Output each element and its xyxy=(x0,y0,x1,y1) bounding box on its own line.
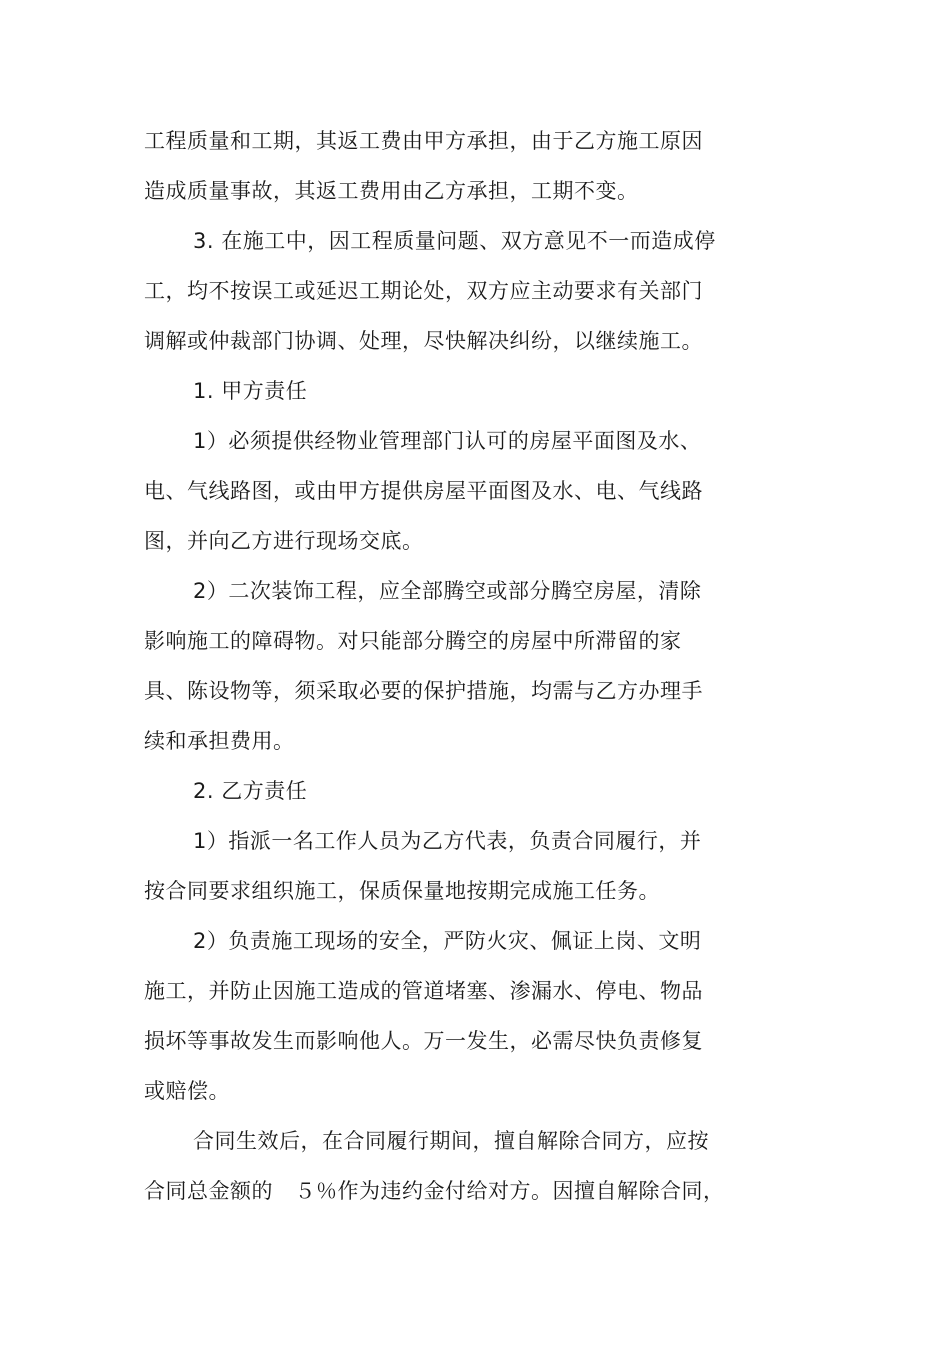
text-line-7: 1）必须提供经物业管理部门认可的房屋平面图及水、 xyxy=(193,429,702,453)
text-line-20: 或赔偿。 xyxy=(144,1079,230,1103)
text-line-17: 2）负责施工现场的安全，严防火灾、佩证上岗、文明 xyxy=(193,929,702,953)
text-line-12: 具、陈设物等，须采取必要的保护措施，均需与乙方办理手 xyxy=(144,679,703,703)
text-line-15: 1）指派一名工作人员为乙方代表，负责合同履行，并 xyxy=(193,829,702,853)
text-line-19: 损坏等事故发生而影响他人。万一发生，必需尽快负责修复 xyxy=(144,1029,703,1053)
text-line-9: 图，并向乙方进行现场交底。 xyxy=(144,529,424,553)
text-line-22: 合同总金额的 ５％作为违约金付给对方。因擅自解除合同， xyxy=(144,1179,725,1203)
text-line-18: 施工，并防止因施工造成的管道堵塞、渗漏水、停电、物品 xyxy=(144,979,703,1003)
text-line-8: 电、气线路图，或由甲方提供房屋平面图及水、电、气线路 xyxy=(144,479,703,503)
text-line-4: 工，均不按误工或延迟工期论处，双方应主动要求有关部门 xyxy=(144,279,703,303)
text-line-13: 续和承担费用。 xyxy=(144,729,295,753)
text-line-16: 按合同要求组织施工，保质保量地按期完成施工任务。 xyxy=(144,879,660,903)
text-line-21: 合同生效后，在合同履行期间，擅自解除合同方，应按 xyxy=(193,1129,709,1153)
section-heading-party-a: 1. 甲方责任 xyxy=(193,379,308,403)
text-line-11: 影响施工的障碍物。对只能部分腾空的房屋中所滞留的家 xyxy=(144,629,682,653)
text-line-5: 调解或仲裁部门协调、处理，尽快解决纠纷，以继续施工。 xyxy=(144,329,703,353)
text-line-10: 2）二次装饰工程，应全部腾空或部分腾空房屋，清除 xyxy=(193,579,702,603)
text-line-1: 工程质量和工期，其返工费由甲方承担，由于乙方施工原因 xyxy=(144,129,703,153)
text-line-2: 造成质量事故，其返工费用由乙方承担，工期不变。 xyxy=(144,179,639,203)
section-heading-party-b: 2. 乙方责任 xyxy=(193,779,308,803)
text-line-3: 3. 在施工中，因工程质量问题、双方意见不一而造成停 xyxy=(193,229,716,253)
